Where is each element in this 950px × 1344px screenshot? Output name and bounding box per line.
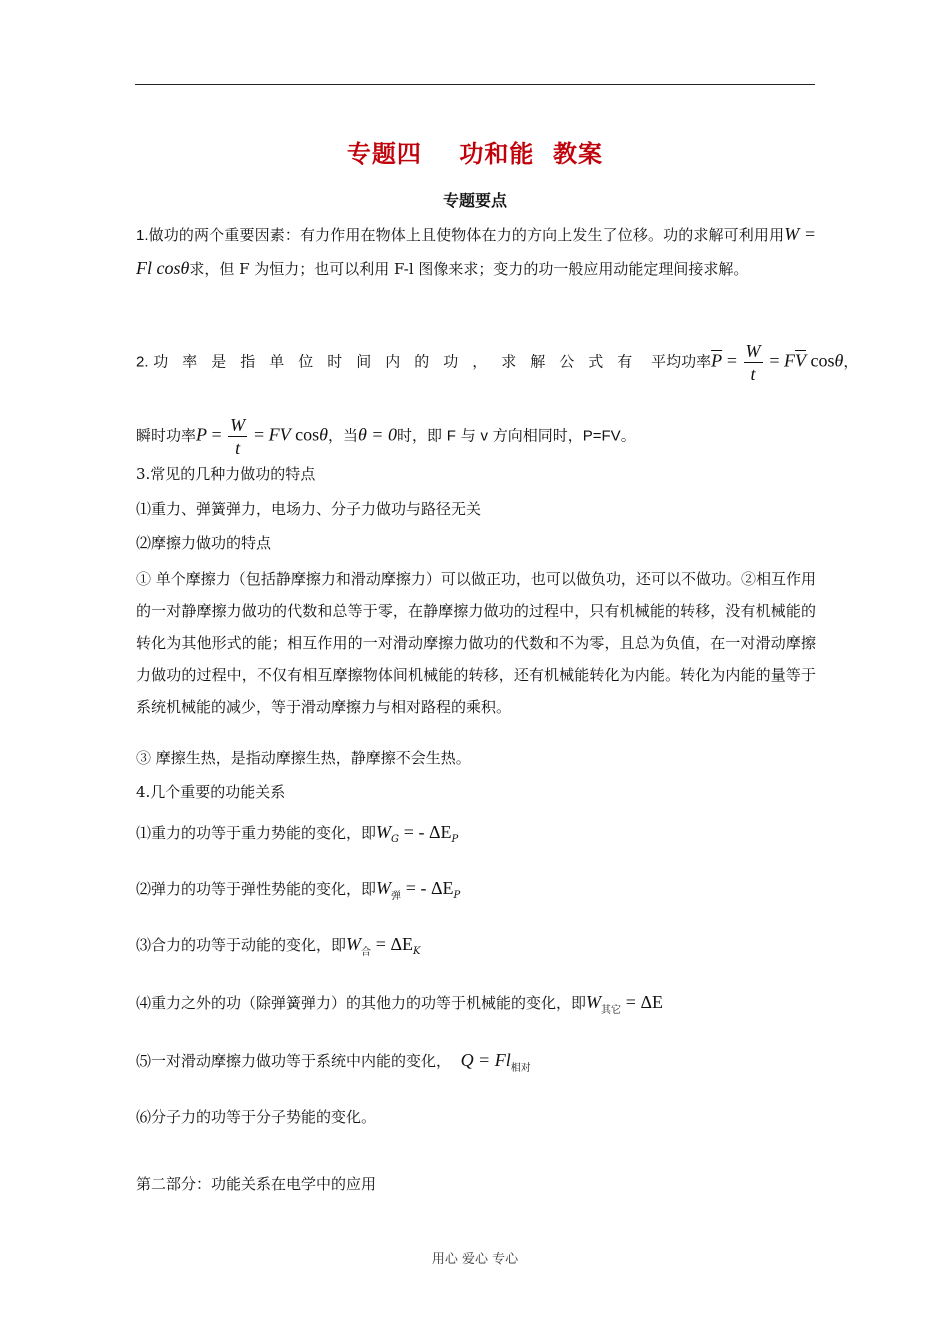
section-4-heading: 4.几个重要的功能关系 bbox=[136, 783, 286, 801]
paragraph-2-line-2: 瞬时功率P = $\frac{W}{t}$ = FV cosθ，当θ = 0时，即 F 与 v 方向相同时，P=FV。 bbox=[136, 415, 636, 458]
header-rule bbox=[135, 84, 815, 85]
relation-1: ⑴重力的功等于重力势能的变化，即$W_G$ = - $\Delta E_P$ bbox=[136, 822, 459, 845]
section-3-body: ① 单个摩擦力（包括静摩擦力和滑动摩擦力）可以做正功，也可以做负功，还可以不做功。②相互作用的一对静摩擦力做功的代数和总等于零，在静摩擦力做功的过程中，只有机械能的转移，没有机械能的转化为其他形式的能；相互作用的一对滑动摩擦力做功的代数和不为零，且总为负值，在一对滑动摩擦力做功的过程中，不仅有相互摩擦物体间机械能的转移，还有机械能转化为内能。转化为内能的量等于系统机械能的减少，等于滑动摩擦力与相对路程的乘积。 bbox=[136, 570, 816, 716]
relation-5: ⑸一对滑动摩擦力做功等于系统中内能的变化， $Q = Fl_{相对}$ bbox=[136, 1050, 531, 1074]
section-3-item-2: ⑵摩擦力做功的特点 bbox=[136, 534, 272, 552]
section-3-heading: 3.常见的几种力做功的特点 bbox=[136, 465, 316, 483]
fraction-w-over-t-2: $\frac{W}{t}$ bbox=[230, 415, 246, 458]
section-subtitle: 专题要点 bbox=[442, 191, 507, 210]
formula-work: W = Fl cosθ bbox=[136, 224, 816, 278]
page-footer: 用心 爱心 专心 bbox=[431, 1252, 519, 1267]
relation-3: ⑶合力的功等于动能的变化，即$W_合 = \Delta E_K$ bbox=[136, 934, 421, 958]
section-3-item-1: ⑴重力、弹簧弹力，电场力、分子力做功与路径无关 bbox=[136, 500, 482, 518]
relation-6: ⑹分子力的功等于分子势能的变化。 bbox=[136, 1108, 377, 1126]
paragraph-1: 1.做功的两个重要因素：有力作用在物体上且使物体在力的方向上发生了位移。功的求解可利用用W = Fl cosθ求，但 F 为恒力；也可以利用 F-l 图像来求；变力的功一般应用动能定理间接求解。 bbox=[136, 224, 816, 278]
page-title: 专题四 功和能 教案 bbox=[346, 140, 604, 168]
part-2-heading: 第二部分：功能关系在电学中的应用 bbox=[136, 1175, 377, 1193]
relation-4: ⑷重力之外的功（除弹簧弹力）的其他力的功等于机械能的变化，即$W_{其它} = \Delta E$ bbox=[136, 992, 664, 1016]
section-3-item-3: ③ 摩擦生热，是指动摩擦生热，静摩擦不会生热。 bbox=[136, 749, 471, 767]
relation-2: ⑵弹力的功等于弹性势能的变化，即$W_弹$ = - $\Delta E_P$ bbox=[136, 878, 461, 902]
fraction-w-over-t: $\frac{W}{t}$ bbox=[745, 341, 761, 384]
paragraph-2-line-1: 2. 功率是指单位时间内的功，求解公式有 平均功率$\overline{P}$ = $\frac{W}{t}$ = $F\overline{V}$ cosθ， bbox=[136, 341, 859, 384]
